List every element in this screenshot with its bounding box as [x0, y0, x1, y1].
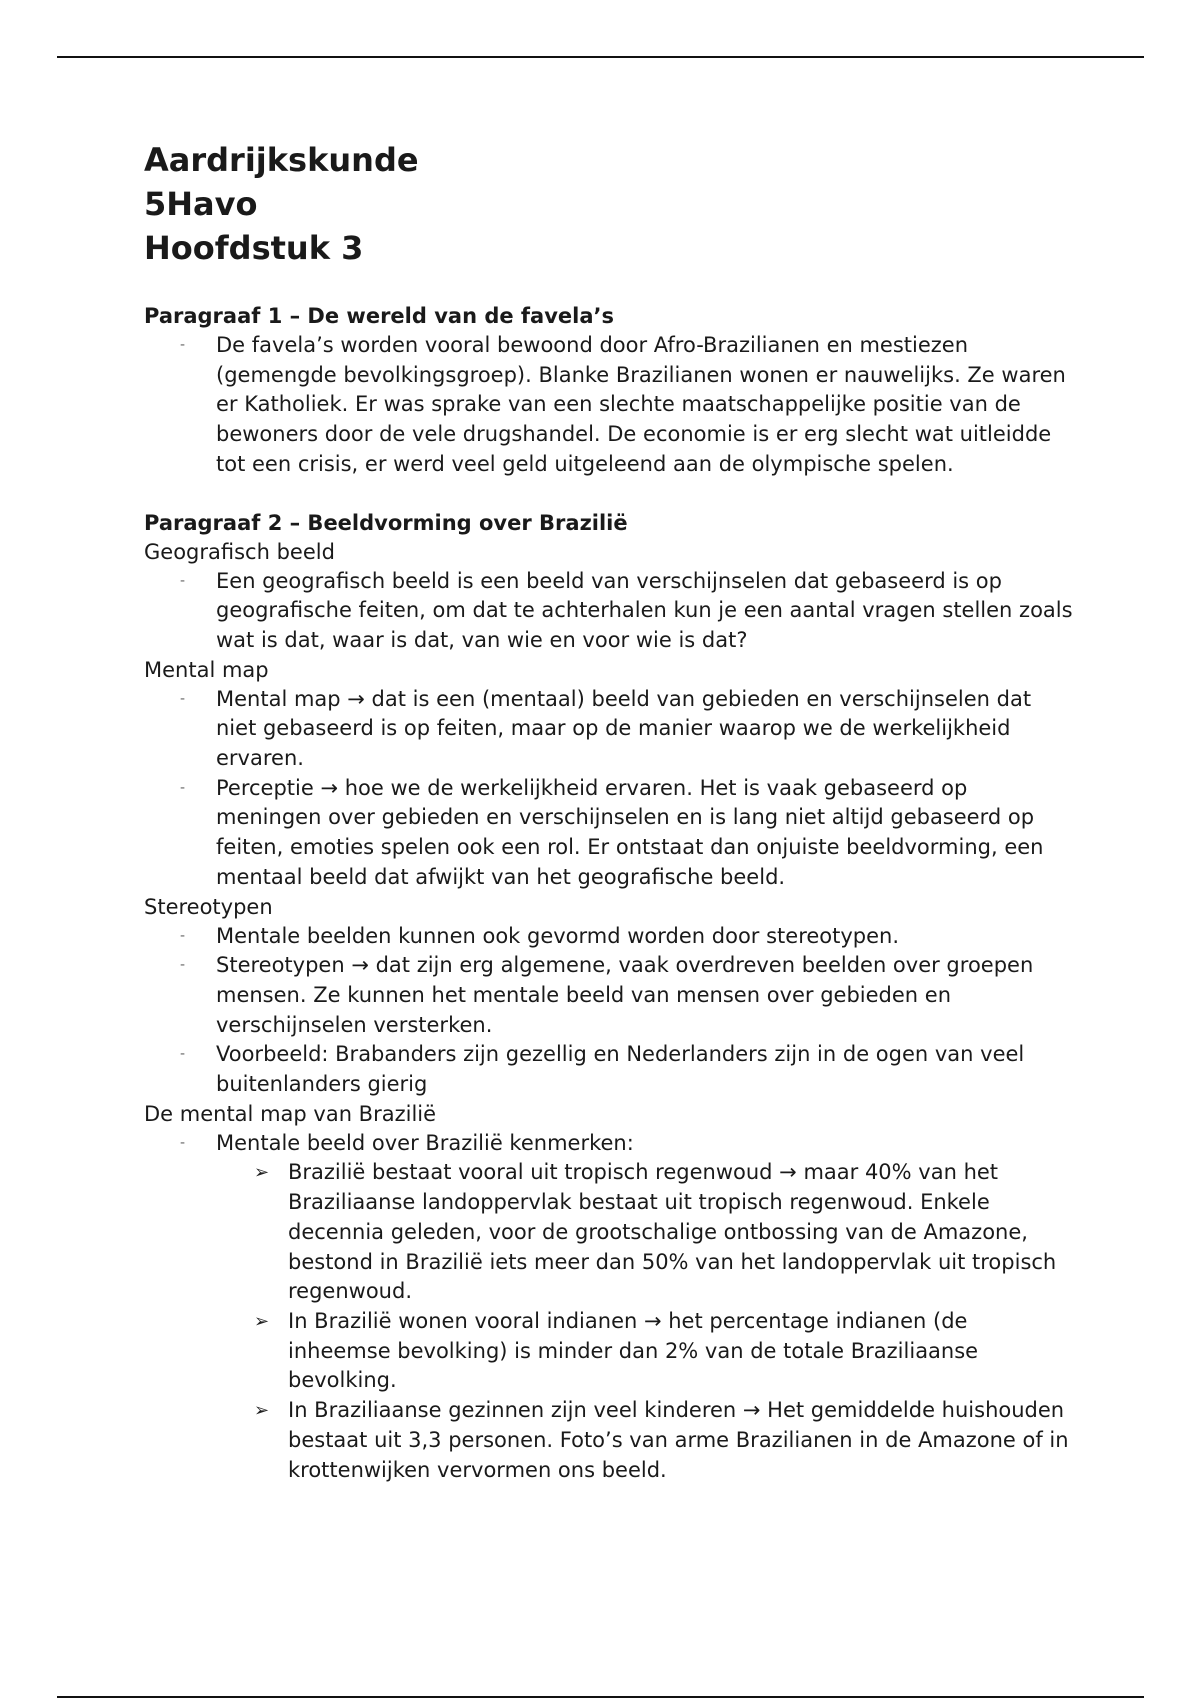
- list-item: - Voorbeeld: Brabanders zijn gezellig en Nederlanders zijn in de ogen van veel buitenlanders gierig: [180, 1042, 1025, 1097]
- title-chapter: Hoofdstuk 3: [144, 229, 364, 267]
- bottom-divider: [57, 1696, 1144, 1698]
- dash-bullet-icon: -: [180, 337, 186, 353]
- list-item: - Stereotypen → dat zijn erg algemene, vaak overdreven beelden over groepen mensen. Ze kunnen het mentale beeld van mensen over gebieden en verschijnselen versterken.: [180, 953, 1034, 1037]
- document-body: [144, 138, 1074, 1485]
- list-item: ➢ In Brazilië wonen vooral indianen → het percentage indianen (de inheemse bevolking) is minder dan 2% van de totale Braziliaanse bevolking.: [254, 1308, 979, 1393]
- dash-bullet-icon: -: [180, 927, 186, 944]
- list-item: - Perceptie → hoe we de werkelijkheid ervaren. Het is vaak gebaseerd op meningen over gebieden en verschijnselen en is lang niet altijd gebaseerd op feiten, emoties spelen ook een rol. Er ontstaat dan onjuiste beeldvorming, een mentaal beeld dat afwijkt van het geografische beeld.: [180, 775, 1044, 889]
- mental-map-list: [144, 685, 1074, 893]
- subheading-stereotypen: Stereotypen: [144, 894, 273, 919]
- arrowhead-bullet-icon: ➢: [254, 1400, 270, 1422]
- list-item: - Mental map → dat is een (mentaal) beeld van gebieden en verschijnselen dat niet gebaseerd is op feiten, maar op de manier waarop we de werkelijkheid ervaren.: [180, 686, 1032, 771]
- dash-bullet-icon: -: [180, 572, 186, 589]
- paragraaf-1-heading: Paragraaf 1 – De wereld van de favela’s: [144, 304, 614, 328]
- geografisch-beeld-list: [144, 567, 1074, 656]
- list-item: - De favela’s worden vooral bewoond door Afro-Brazilianen en mestiezen (gemengde bevolkingsgroep). Blanke Brazilianen wonen er nauwelijks. Ze waren er Katholiek. Er was sprake van een slechte maatschappelijke positie van de bewoners door de vele drugshandel. De economie is er erg slecht wat uitleidde tot een crisis, er werd veel geld uitgeleend aan de olympische spelen.: [180, 333, 1066, 476]
- list-item: - Een geografisch beeld is een beeld van verschijnselen dat gebaseerd is op geografische feiten, om dat te achterhalen kun je een aantal vragen stellen zoals wat is dat, waar is dat, van wie en voor wie is dat?: [180, 568, 1073, 652]
- dash-bullet-icon: -: [180, 1134, 186, 1151]
- dash-bullet-icon: -: [180, 957, 186, 974]
- stereotypen-list: [144, 922, 1074, 1100]
- subheading-mental-map: Mental map: [144, 657, 269, 682]
- subheading-geografisch-beeld: Geografisch beeld: [144, 539, 335, 564]
- dash-bullet-icon: -: [180, 779, 186, 796]
- subheading-mental-map-brazilie: De mental map van Brazilië: [144, 1101, 437, 1126]
- arrowhead-bullet-icon: ➢: [254, 1162, 270, 1184]
- list-item: ➢ Brazilië bestaat vooral uit tropisch regenwoud → maar 40% van het Braziliaanse landoppervlak bestaat uit tropisch regenwoud. Enkele decennia geleden, voor de grootschalige ontbossing van de Amazone, bestond in Brazilië iets meer dan 50% van het landoppervlak uit tropisch regenwoud.: [254, 1160, 1057, 1304]
- kenmerken-list: [144, 1158, 1074, 1485]
- paragraaf-2-heading: Paragraaf 2 – Beeldvorming over Brazilië: [144, 510, 628, 535]
- list-item: ➢ In Braziliaanse gezinnen zijn veel kinderen → Het gemiddelde huishouden bestaat uit 3,3 personen. Foto’s van arme Brazilianen in de Amazone of in krottenwijken vervormen ons beeld.: [254, 1398, 1069, 1482]
- top-divider: [57, 56, 1144, 58]
- dash-bullet-icon: -: [180, 1046, 186, 1063]
- title-subject: Aardrijkskunde: [144, 141, 419, 179]
- paragraaf-1-list: [144, 331, 1074, 480]
- dash-bullet-icon: -: [180, 690, 186, 707]
- list-item: - Mentale beelden kunnen ook gevormd worden door stereotypen.: [144, 922, 1074, 952]
- title-class: 5Havo: [144, 185, 258, 223]
- list-item: - Mentale beeld over Brazilië kenmerken:: [144, 1129, 1074, 1159]
- mental-map-brazilie-list: [144, 1129, 1074, 1159]
- arrowhead-bullet-icon: ➢: [254, 1310, 270, 1332]
